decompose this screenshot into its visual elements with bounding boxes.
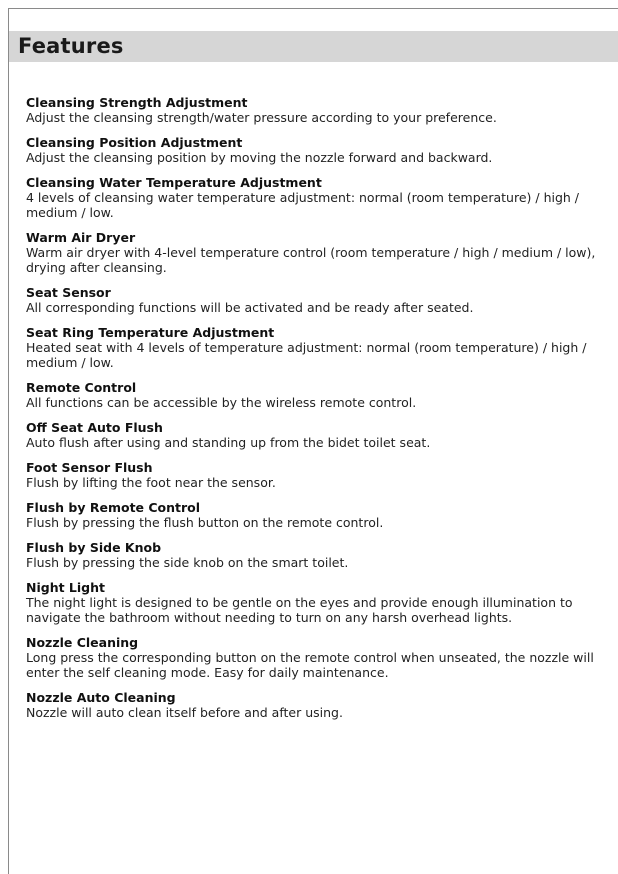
feature-item bbox=[26, 381, 606, 410]
feature-title: Foot Sensor Flush bbox=[26, 460, 153, 475]
feature-item bbox=[26, 501, 606, 530]
feature-title: Off Seat Auto Flush bbox=[26, 420, 163, 435]
feature-item bbox=[26, 541, 606, 570]
feature-item bbox=[26, 286, 606, 315]
feature-item bbox=[26, 176, 606, 220]
feature-item bbox=[26, 326, 606, 370]
feature-item bbox=[26, 636, 606, 680]
feature-description: Adjust the cleansing strength/water pressure according to your preference. bbox=[26, 110, 497, 125]
page-title: Features bbox=[18, 34, 124, 58]
feature-item bbox=[26, 421, 606, 450]
feature-title: Cleansing Water Temperature Adjustment bbox=[26, 175, 322, 190]
feature-description: The night light is designed to be gentle on the eyes and provide enough illumination to navigate the bathroom without needing to turn on any harsh overhead lights. bbox=[26, 595, 573, 625]
feature-item bbox=[26, 461, 606, 490]
feature-description: Flush by pressing the flush button on the remote control. bbox=[26, 515, 384, 530]
feature-description: All corresponding functions will be activated and be ready after seated. bbox=[26, 300, 474, 315]
feature-item bbox=[26, 96, 606, 125]
feature-description: 4 levels of cleansing water temperature adjustment: normal (room temperature) / high / medium / low. bbox=[26, 190, 580, 220]
feature-description: Nozzle will auto clean itself before and after using. bbox=[26, 705, 343, 720]
feature-title: Seat Ring Temperature Adjustment bbox=[26, 325, 275, 340]
feature-description: All functions can be accessible by the wireless remote control. bbox=[26, 395, 417, 410]
feature-item bbox=[26, 136, 606, 165]
feature-item bbox=[26, 231, 606, 275]
feature-title: Flush by Remote Control bbox=[26, 500, 201, 515]
feature-title: Nozzle Auto Cleaning bbox=[26, 690, 176, 705]
feature-description: Warm air dryer with 4-level temperature control (room temperature / high / medium / low), drying after cleansing. bbox=[26, 245, 596, 275]
feature-description: Flush by pressing the side knob on the smart toilet. bbox=[26, 555, 349, 570]
feature-title: Warm Air Dryer bbox=[26, 230, 136, 245]
feature-title: Cleansing Strength Adjustment bbox=[26, 95, 248, 110]
features-list bbox=[26, 96, 606, 731]
feature-description: Auto flush after using and standing up from the bidet toilet seat. bbox=[26, 435, 431, 450]
feature-title: Cleansing Position Adjustment bbox=[26, 135, 243, 150]
feature-title: Flush by Side Knob bbox=[26, 540, 162, 555]
feature-title: Seat Sensor bbox=[26, 285, 111, 300]
feature-description: Long press the corresponding button on the remote control when unseated, the nozzle will enter the self cleaning mode. Easy for daily maintenance. bbox=[26, 650, 594, 680]
feature-item bbox=[26, 581, 606, 625]
feature-title: Nozzle Cleaning bbox=[26, 635, 139, 650]
feature-title: Remote Control bbox=[26, 380, 137, 395]
feature-title: Night Light bbox=[26, 580, 105, 595]
feature-description: Adjust the cleansing position by moving the nozzle forward and backward. bbox=[26, 150, 493, 165]
feature-description: Heated seat with 4 levels of temperature adjustment: normal (room temperature) / high / medium / low. bbox=[26, 340, 587, 370]
feature-item bbox=[26, 691, 606, 720]
feature-description: Flush by lifting the foot near the sensor. bbox=[26, 475, 276, 490]
